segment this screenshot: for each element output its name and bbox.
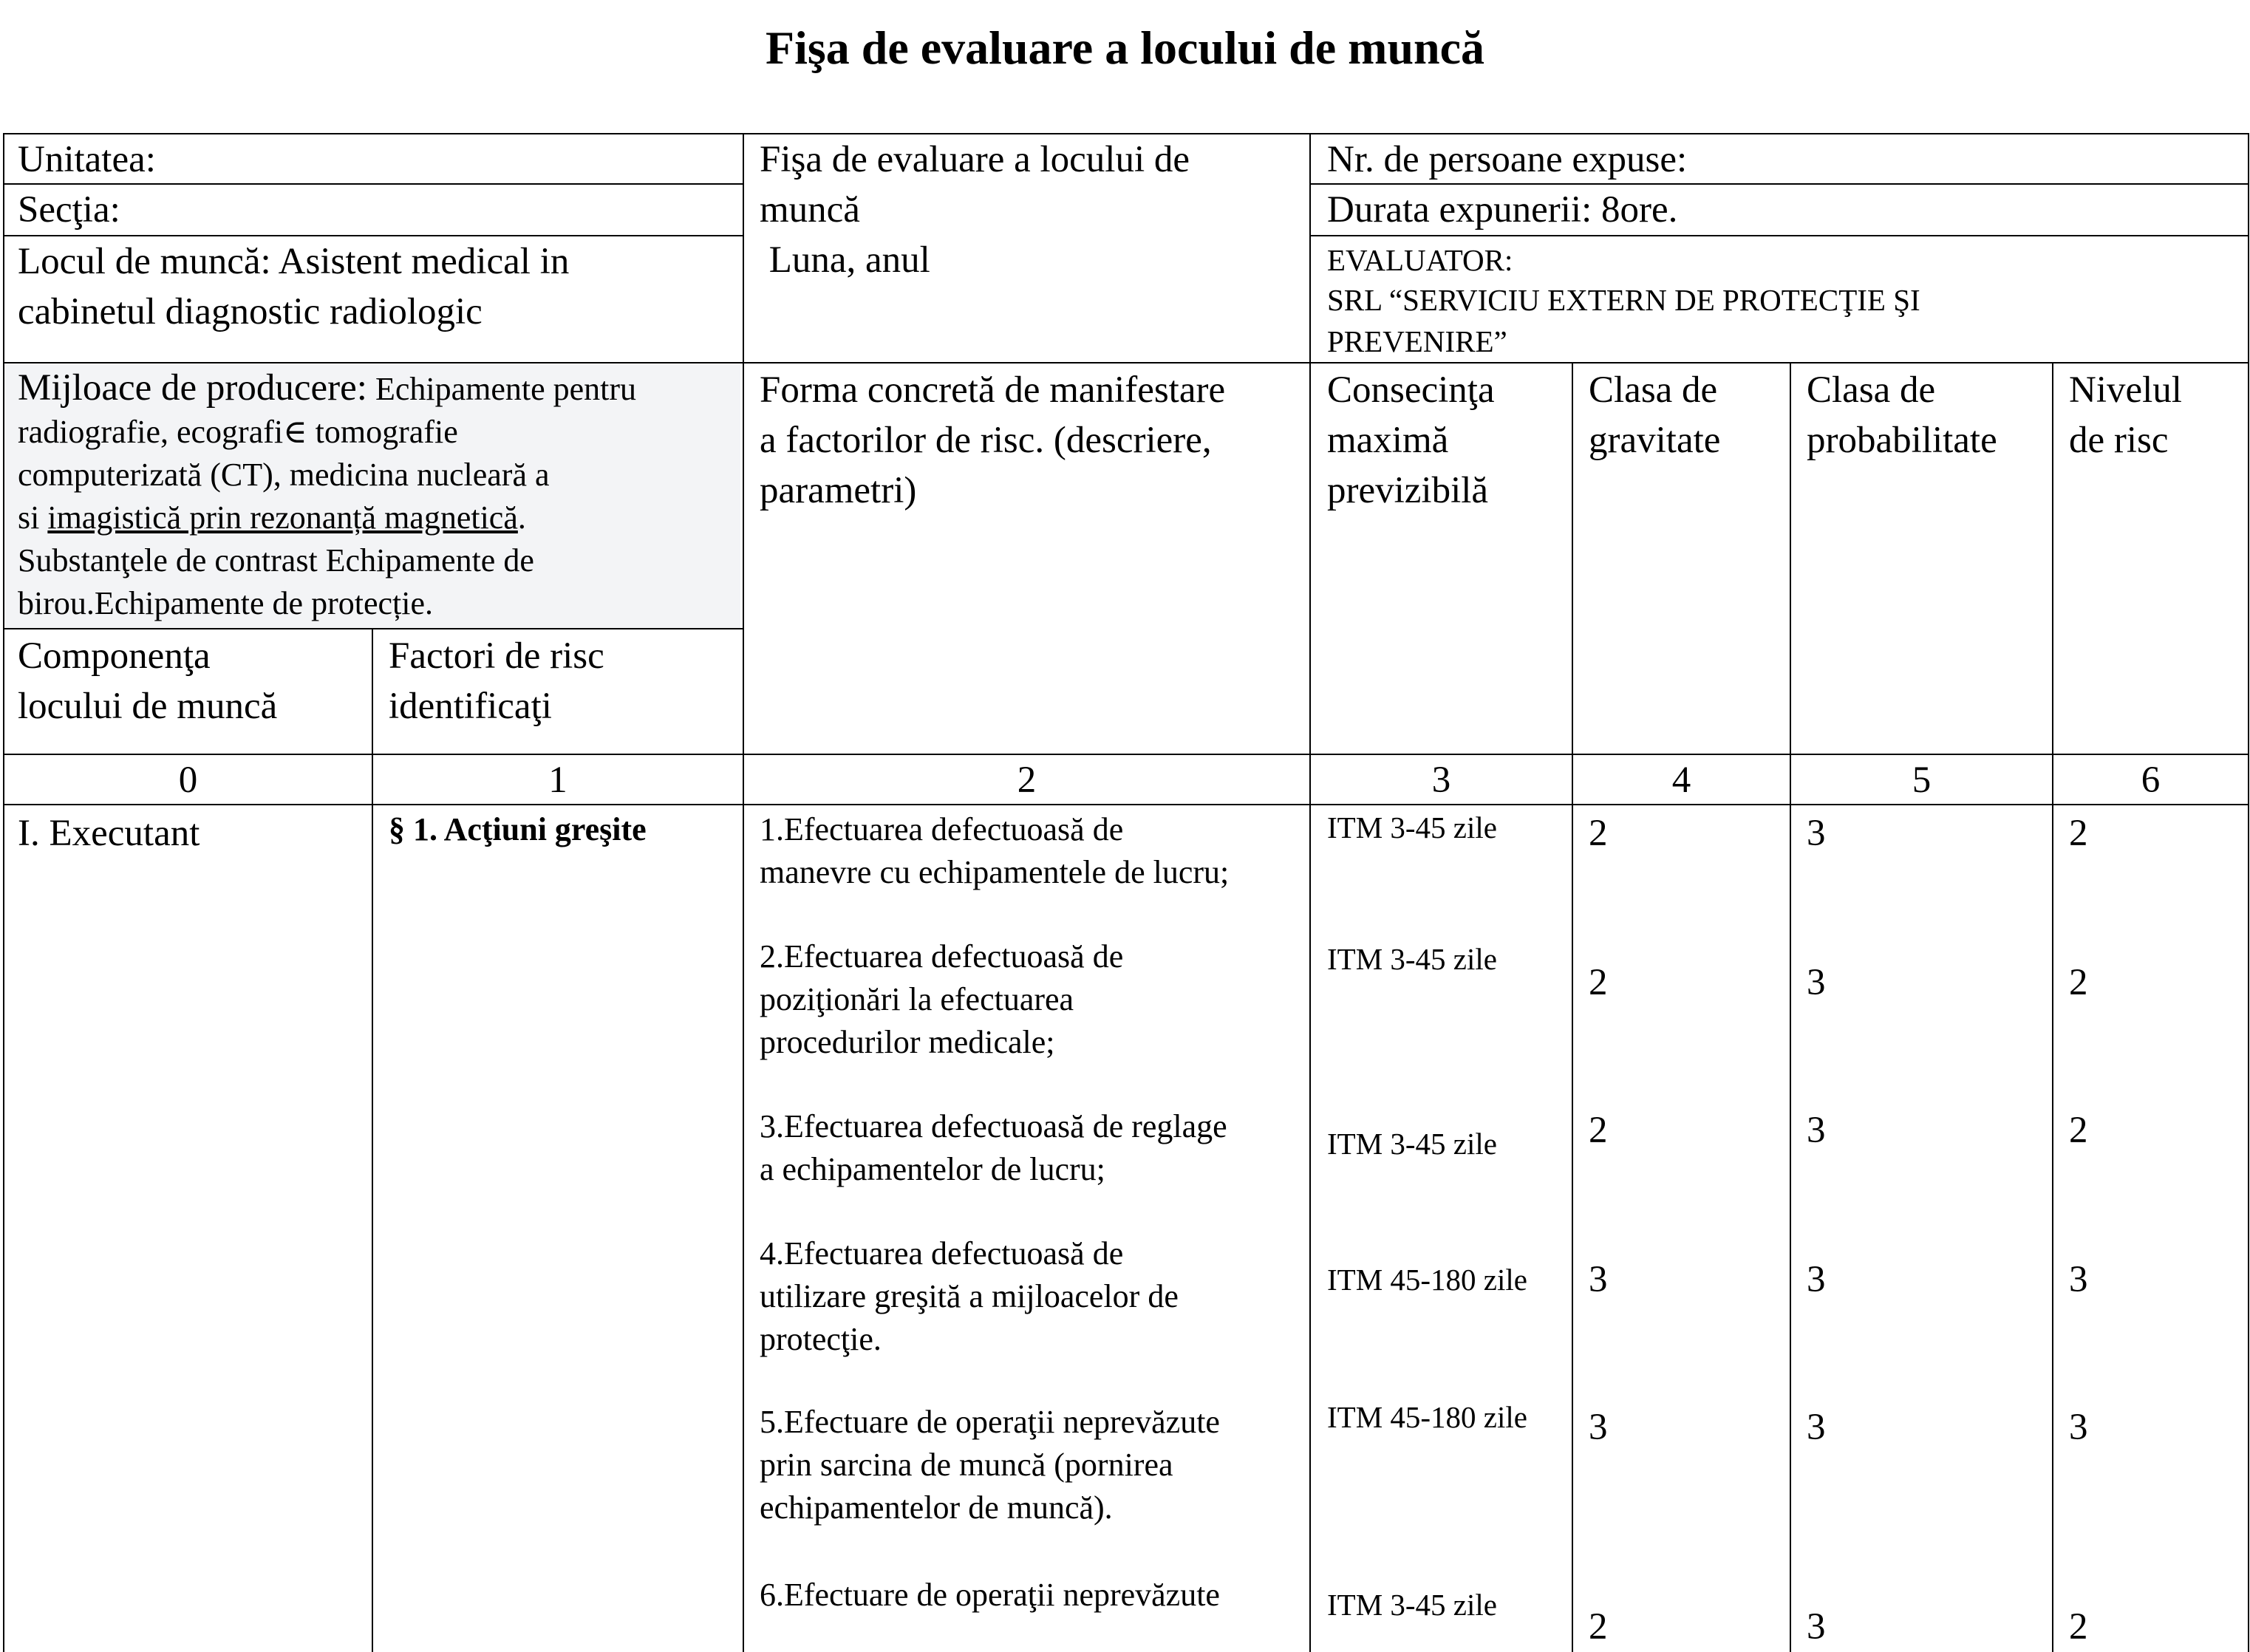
mijloace-text1: Echipamente pentru radiografie, ecografi∈ tomografie computerizată (CT), medicina nucleară a si	[18, 371, 637, 536]
nr-persoane-label: Nr. de persoane expuse:	[1327, 139, 1688, 180]
fisa-label: Fişa de evaluare a locului de muncă	[760, 139, 1190, 231]
risk-probability: 3	[1807, 813, 1826, 854]
risk-description: 2.Efectuarea defectuoasă de poziţionări la efectuarea procedurilor medicale;	[760, 938, 1124, 1060]
col-header-gravitate: Clasa de gravitate	[1589, 369, 1721, 461]
mijloace-text2: . Substanţele de contrast Echipamente de birou.Echipamente de protecție.	[18, 499, 534, 621]
rule	[1309, 133, 1311, 1652]
risk-gravity: 3	[1589, 1407, 1608, 1448]
rule	[1790, 362, 1791, 1652]
rule	[3, 754, 2249, 755]
evaluator-label: EVALUATOR:	[1327, 243, 1513, 277]
risk-probability: 3	[1807, 1606, 1826, 1648]
risk-description: 1.Efectuarea defectuoasă de manevre cu echipamentele de lucru;	[760, 811, 1230, 890]
col-number: 5	[1912, 760, 1932, 801]
risk-consequence: ITM 45-180 zile	[1327, 1263, 1527, 1297]
mijloace-label: Mijloace de producere:	[18, 367, 367, 409]
document-title: Fişa de evaluare a locului de muncă	[765, 21, 1485, 74]
rule	[3, 628, 743, 629]
risk-probability: 3	[1807, 1259, 1826, 1300]
risk-probability: 3	[1807, 1407, 1826, 1448]
col-header-componenta: Componenţa locului de muncă	[18, 635, 278, 727]
unitatea-label: Unitatea:	[18, 139, 156, 180]
col-number: 0	[178, 760, 198, 801]
rule	[743, 133, 744, 1652]
risk-description: 4.Efectuarea defectuoasă de utilizare greşită a mijloacelor de protecţie.	[760, 1235, 1179, 1357]
rule	[1310, 235, 2249, 236]
risk-consequence: ITM 3-45 zile	[1327, 1588, 1497, 1622]
risk-level: 2	[2069, 813, 2088, 854]
mijloace-de-producere	[18, 366, 742, 625]
rule	[2248, 133, 2249, 1652]
risk-probability: 3	[1807, 1110, 1826, 1151]
col-header-factori: Factori de risc identificaţi	[389, 635, 604, 727]
col-header-probabilitate: Clasa de probabilitate	[1807, 369, 1997, 461]
luna-anul-label: Luna, anul	[760, 239, 930, 281]
risk-consequence: ITM 3-45 zile	[1327, 810, 1497, 844]
risk-description: 5.Efectuare de operaţii neprevăzute prin sarcina de muncă (pornirea echipamentelor de muncă).	[760, 1404, 1220, 1526]
risk-consequence: ITM 45-180 zile	[1327, 1400, 1527, 1434]
component-executant: I. Executant	[18, 813, 200, 854]
risk-gravity: 2	[1589, 813, 1608, 854]
risk-consequence: ITM 3-45 zile	[1327, 942, 1497, 976]
col-header-consecinta: Consecinţa maximă previzibilă	[1327, 369, 1495, 511]
evaluator-value: SRL “SERVICIU EXTERN DE PROTECŢIE ŞI PREVENIRE”	[1327, 283, 1920, 358]
rule	[3, 804, 2249, 805]
rule	[2052, 362, 2053, 1652]
durata-label: Durata expunerii: 8ore.	[1327, 189, 1678, 231]
col-number: 2	[1017, 760, 1037, 801]
risk-gravity: 2	[1589, 1110, 1608, 1151]
risk-level: 2	[2069, 1110, 2088, 1151]
col-number: 6	[2141, 760, 2161, 801]
col-number: 3	[1431, 760, 1451, 801]
risk-gravity: 3	[1589, 1259, 1608, 1300]
risk-gravity: 2	[1589, 962, 1608, 1003]
factor-actiuni-gresite: § 1. Acţiuni greşite	[389, 811, 647, 847]
rule	[3, 133, 4, 1652]
risk-description: 6.Efectuare de operaţii neprevăzute	[760, 1577, 1220, 1613]
risk-level: 2	[2069, 962, 2088, 1003]
rule	[1572, 362, 1573, 1652]
risk-probability: 3	[1807, 962, 1826, 1003]
risk-gravity: 2	[1589, 1606, 1608, 1648]
locul-de-munca: Locul de muncă: Asistent medical in cabinetul diagnostic radiologic	[18, 241, 570, 332]
risk-consequence: ITM 3-45 zile	[1327, 1127, 1497, 1161]
sectia-label: Secţia:	[18, 189, 120, 231]
risk-level: 3	[2069, 1407, 2088, 1448]
rule	[3, 362, 2249, 363]
col-header-forma: Forma concretă de manifestare a factorilor de risc. (descriere, parametri)	[760, 369, 1226, 511]
col-header-nivel: Nivelul de risc	[2069, 369, 2182, 461]
mijloace-underlined: imagistică prin rezonanță magnetică	[47, 499, 518, 536]
risk-level: 3	[2069, 1259, 2088, 1300]
col-number: 4	[1671, 760, 1691, 801]
risk-description: 3.Efectuarea defectuoasă de reglage a echipamentelor de lucru;	[760, 1108, 1227, 1187]
col-number: 1	[548, 760, 567, 801]
risk-level: 2	[2069, 1606, 2088, 1648]
